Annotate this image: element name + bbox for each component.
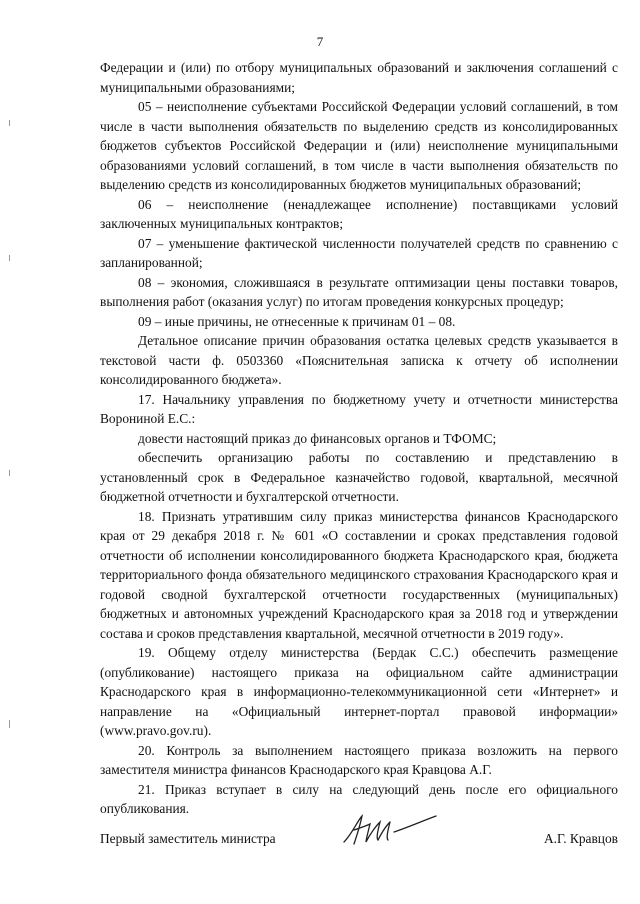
paragraph: Федерации и (или) по отбору муниципальных образований и заключения соглашений с муниципальными образованиями; xyxy=(100,60,618,95)
paragraph: 18. Признать утратившим силу приказ министерства финансов Краснодарского края от 29 декабря 2018 г. № 601 «О составлении и сроках представления годовой отчетности об исполнении консолидированного бюджета Краснодарского края, бюджета территориального фонда обязательного медицинского страхования Краснодарского края и годовой сводной бухгалтерской отчетности государственных (муниципальных) бюджетных и автономных учреждений Краснодарского края за 2018 год и утверждении состава и сроков представления квартальной, месячной отчетности в 2019 году». xyxy=(100,508,618,641)
signature-block xyxy=(100,831,618,851)
paragraph: 06 – неисполнение (ненадлежащее исполнение) поставщиками условий заключенных муниципальных контрактов; xyxy=(100,196,618,231)
paragraph: 09 – иные причины, не отнесенные к причинам 01 – 08. xyxy=(138,313,456,329)
scan-artifact xyxy=(9,470,10,476)
scan-artifact xyxy=(9,255,10,261)
paragraph: довести настоящий приказ до финансовых органов и ТФОМС; xyxy=(138,430,497,446)
document-body xyxy=(100,58,618,819)
paragraph: 05 – неисполнение субъектами Российской Федерации условий соглашений, в том числе в части выполнения обязательств по выделению средств из консолидированных бюджетов субъектов Российской Федерации и (или) неисполнение муниципальными образованиями условий соглашений, в том числе в части выполнения обязательств по выделению средств из консолидированных бюджетов муниципальных образований; xyxy=(100,99,618,192)
paragraph: 07 – уменьшение фактической численности получателей средств по сравнению с запланированной; xyxy=(100,235,618,270)
paragraph: Детальное описание причин образования остатка целевых средств указывается в текстовой части ф. 0503360 «Пояснительная записка к отчету об исполнении консолидированного бюджета». xyxy=(100,333,618,387)
paragraph: 08 – экономия, сложившаяся в результате оптимизации цены поставки товаров, выполнения работ (оказания услуг) по итогам проведения конкурсных процедур; xyxy=(100,274,618,309)
signatory-name: А.Г. Кравцов xyxy=(543,831,618,846)
scan-artifact xyxy=(9,720,10,728)
paragraph: 21. Приказ вступает в силу на следующий день после его официального опубликования. xyxy=(100,781,618,816)
scan-artifact xyxy=(9,120,10,126)
paragraph: 17. Начальнику управления по бюджетному учету и отчетности министерства Ворониной Е.С.: xyxy=(100,391,618,426)
paragraph: обеспечить организацию работы по составлению и представлению в установленный срок в Федеральное казначейство годовой, квартальной, месячной бюджетной отчетности и бухгалтерской отчетности. xyxy=(100,450,618,504)
page-number: 7 xyxy=(316,34,324,49)
paragraph: 19. Общему отделу министерства (Бердак С.С.) обеспечить размещение (опубликование) настоящего приказа на официальном сайте администрации Краснодарского края в информационно-телекоммуникационной сети «Интернет» и направление на «Официальный интернет-портал правовой информации» (www.pravo.gov.ru). xyxy=(100,645,618,738)
signatory-position: Первый заместитель министра xyxy=(100,831,276,846)
paragraph: 20. Контроль за выполнением настоящего приказа возложить на первого заместителя министра финансов Краснодарского края Кравцова А.Г. xyxy=(100,742,618,777)
